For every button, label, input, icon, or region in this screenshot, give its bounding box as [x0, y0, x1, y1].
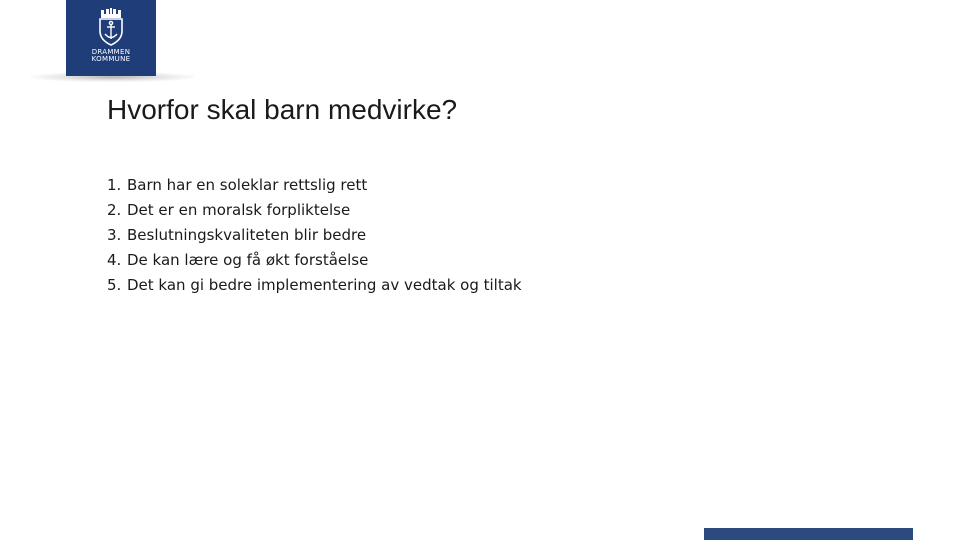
coat-of-arms-icon: [66, 0, 156, 48]
list-item-number: 1.: [107, 176, 122, 194]
list-item-text: Barn har en soleklar rettslig rett: [127, 176, 368, 194]
footer-accent-bar: [704, 528, 913, 540]
logo-name-line2: KOMMUNE: [91, 55, 131, 63]
list-item: [107, 248, 522, 273]
list-item: [107, 173, 522, 198]
drammen-kommune-logo: [66, 0, 156, 76]
list-item: [107, 273, 522, 298]
list-item-number: 4.: [107, 251, 122, 269]
list-item-number: 5.: [107, 276, 122, 294]
reasons-list: [107, 173, 522, 298]
list-item-number: 3.: [107, 226, 122, 244]
slide-title: Hvorfor skal barn medvirke?: [107, 94, 458, 125]
list-item-text: Det kan gi bedre implementering av vedtak og tiltak: [127, 276, 522, 294]
list-item-text: Beslutningskvaliteten blir bedre: [127, 226, 367, 244]
logo-name-line1: DRAMMEN: [91, 48, 131, 56]
list-item: [107, 198, 522, 223]
list-item: [107, 223, 522, 248]
list-item-text: Det er en moralsk forpliktelse: [127, 201, 351, 219]
list-item-number: 2.: [107, 201, 122, 219]
list-item-text: De kan lære og få økt forståelse: [127, 251, 369, 269]
